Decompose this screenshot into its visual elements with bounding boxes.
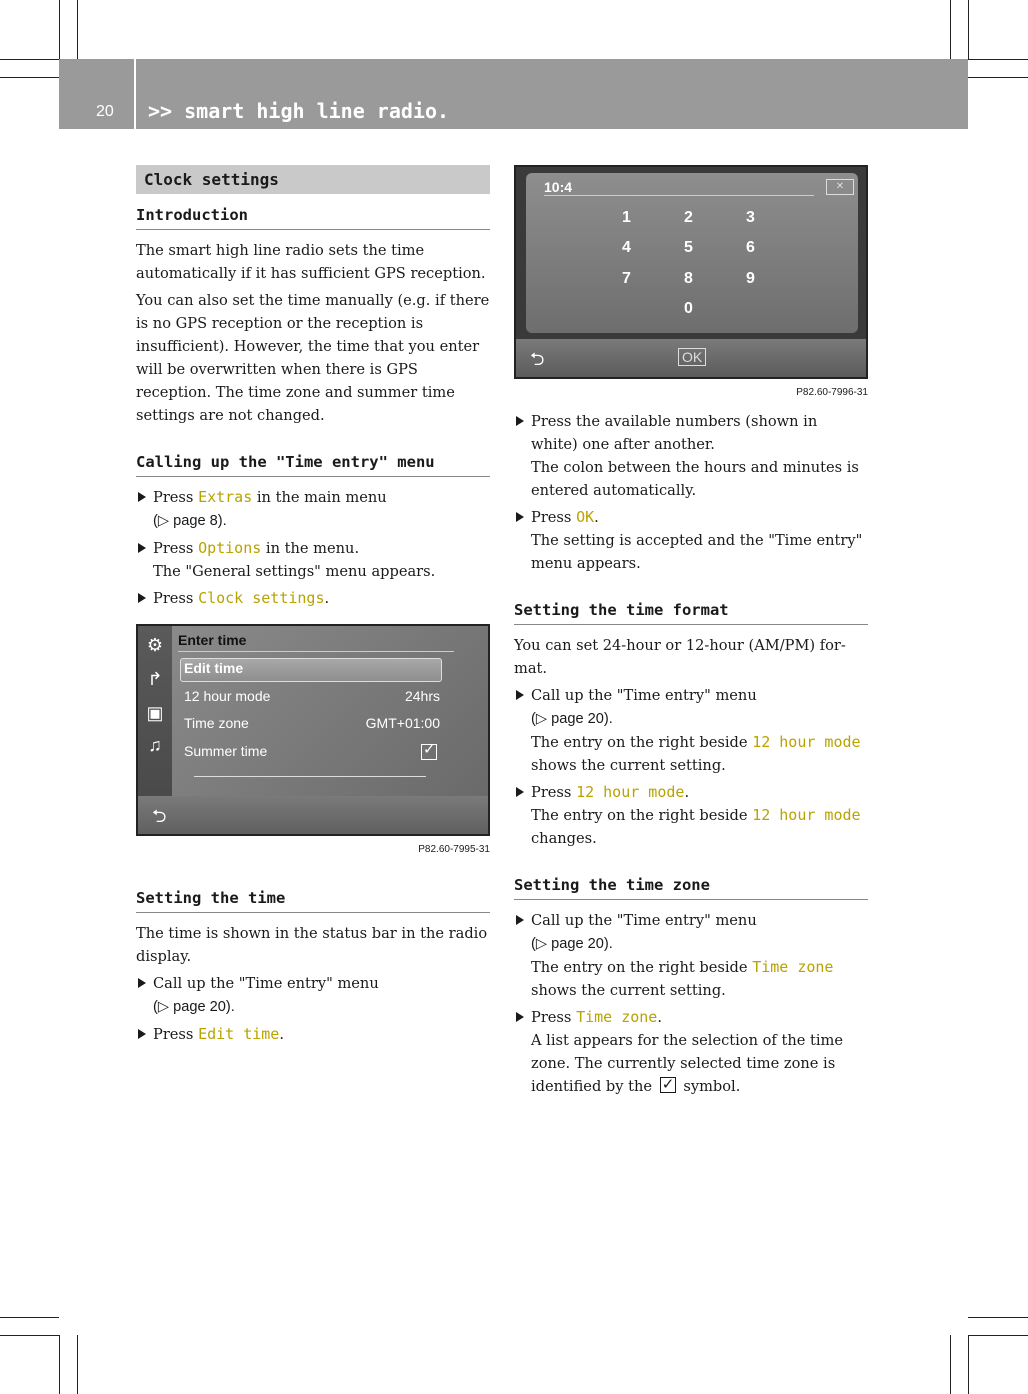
page-number: 20 (96, 103, 114, 120)
screenshot-enter-time-menu (136, 624, 490, 836)
keypad-key: 3 (746, 209, 755, 226)
keyword-time-zone: Time zone (752, 958, 834, 976)
keypad-key: 2 (684, 209, 693, 226)
image-caption: P82.60-7995-31 (418, 844, 490, 855)
crop-mark (968, 0, 969, 59)
instruction-step: Press 12 hour mode. The entry on the right beside 12 hour mode changes. (514, 781, 868, 850)
step-result: The "General settings" menu appears. (153, 563, 436, 580)
keypad-key: 4 (622, 239, 631, 256)
heading-calling-up-menu: Calling up the "Time entry" menu (136, 453, 490, 477)
chapter-title: >> smart high line radio. (148, 99, 450, 123)
crop-mark (77, 1335, 78, 1394)
paragraph: You can set 24-hour or 12-hour (AM/PM) for-mat. (514, 637, 846, 677)
instruction-step: Press Edit time. (136, 1023, 490, 1046)
keyword-time-zone: Time zone (576, 1008, 658, 1026)
keypad-key: 7 (622, 270, 631, 287)
step-result: The colon between the hours and minutes is entered automatically. (531, 459, 859, 499)
heading-time-format: Setting the time format (514, 601, 868, 625)
ok-key: OK (678, 348, 706, 366)
crop-mark (968, 77, 1028, 78)
music-note-icon: ♫ (148, 735, 162, 755)
instruction-step: Press OK. The setting is accepted and the "Time entry" menu appears. (514, 506, 868, 575)
heading-introduction: Introduction (136, 206, 490, 230)
navigation-arrow-icon: ↱ (147, 669, 163, 689)
section-title: Clock settings (136, 165, 490, 194)
menu-item-edit-time: Edit time (184, 660, 244, 676)
keyword-options: Options (198, 539, 262, 557)
step-result: The setting is accepted and the "Time entry" menu appears. (531, 532, 863, 572)
paragraph: The time is shown in the status bar in the radio display. (136, 925, 488, 965)
menu-value-time-zone: GMT+01:00 (365, 715, 440, 731)
menu-item-summer-time: Summer time (184, 743, 268, 759)
crop-mark (968, 1335, 969, 1394)
instruction-step: Call up the "Time entry" menu (▷ page 20). The entry on the right beside Time zone shows the current setting. (514, 909, 868, 1002)
gear-icon: ⚙ (146, 635, 164, 655)
crop-mark (0, 77, 59, 78)
screen-footer (138, 796, 488, 836)
menu-item-time-zone: Time zone (184, 715, 249, 731)
screen-header: Enter time (178, 632, 247, 648)
crop-mark (950, 0, 951, 59)
paragraph: You can also set the time manually (e.g. if there is no GPS reception or the reception is insufficient). However, the time that you enter will be overwritten when there is GPS reception. The time zone and summer time settings are not changed. (136, 292, 490, 424)
crop-mark (77, 0, 78, 59)
screenshot-time-keypad (514, 165, 868, 379)
crop-mark (0, 59, 59, 60)
crop-mark (950, 1335, 951, 1394)
instruction-step: Call up the "Time entry" menu (▷ page 20). The entry on the right beside 12 hour mode shows the current setting. (514, 684, 868, 777)
heading-setting-time: Setting the time (136, 889, 490, 913)
keyword-12-hour-mode: 12 hour mode (752, 806, 861, 824)
page-reference: (▷ page 20). (153, 999, 235, 1015)
instruction-step: Press the available numbers (shown in white) one after another. The colon between the hours and minutes is entered automatically. (514, 410, 868, 502)
keyword-extras: Extras (198, 488, 253, 506)
keyword-ok: OK (576, 508, 595, 526)
page-reference: (▷ page 20). (531, 711, 613, 727)
header-divider (134, 59, 136, 129)
keyword-clock-settings: Clock settings (198, 589, 325, 607)
menu-value-12-hour-mode: 24hrs (404, 688, 440, 704)
crop-mark (0, 1335, 59, 1336)
keypad-key: 1 (622, 209, 631, 226)
keyword-12-hour-mode: 12 hour mode (576, 783, 685, 801)
instruction-step: Press Time zone. A list appears for the selection of the time zone. The currently selected time zone is identified by the ✓ symbol. (514, 1006, 868, 1098)
page-header (59, 59, 968, 129)
keyword-12-hour-mode: 12 hour mode (752, 733, 861, 751)
checkmark-symbol-icon (660, 1077, 676, 1093)
screen-sidebar (138, 626, 172, 796)
keypad-key: 5 (684, 239, 693, 256)
left-column (136, 165, 490, 1050)
crop-mark (0, 1317, 59, 1318)
menu-item-12-hour-mode: 12 hour mode (184, 688, 271, 704)
keypad-key: 6 (746, 239, 755, 256)
crop-mark (59, 0, 60, 59)
instruction-step: Call up the "Time entry" menu (▷ page 20). (136, 972, 490, 1019)
page-reference: (▷ page 8). (153, 513, 227, 529)
keyword-edit-time: Edit time (198, 1025, 280, 1043)
time-display: 10:4 (544, 179, 573, 195)
paragraph: The smart high line radio sets the time automatically if it has sufficient GPS reception. (136, 242, 486, 282)
crop-mark (968, 59, 1028, 60)
back-arrow-icon: ⮌ (152, 806, 167, 826)
keypad-key: 8 (684, 270, 693, 287)
image-caption: P82.60-7996-31 (796, 387, 868, 398)
right-column (514, 165, 868, 1102)
crop-mark (968, 1335, 1028, 1336)
checkbox-checked-icon (421, 744, 437, 760)
crop-mark (968, 1317, 1028, 1318)
crop-mark (59, 1335, 60, 1394)
delete-key-icon: ✕ (826, 179, 854, 195)
instruction-step: Press Options in the menu. The "General settings" menu appears. (136, 537, 490, 583)
back-arrow-icon: ⮌ (530, 349, 545, 369)
heading-time-zone: Setting the time zone (514, 876, 868, 900)
page-reference: (▷ page 20). (531, 936, 613, 952)
keypad-key: 9 (746, 270, 755, 287)
instruction-step: Press Extras in the main menu (▷ page 8). (136, 486, 490, 533)
screen-footer (516, 339, 866, 379)
instruction-step: Press Clock settings. (136, 587, 490, 610)
radio-icon: ▣ (146, 703, 164, 723)
keypad-key: 0 (684, 300, 693, 317)
